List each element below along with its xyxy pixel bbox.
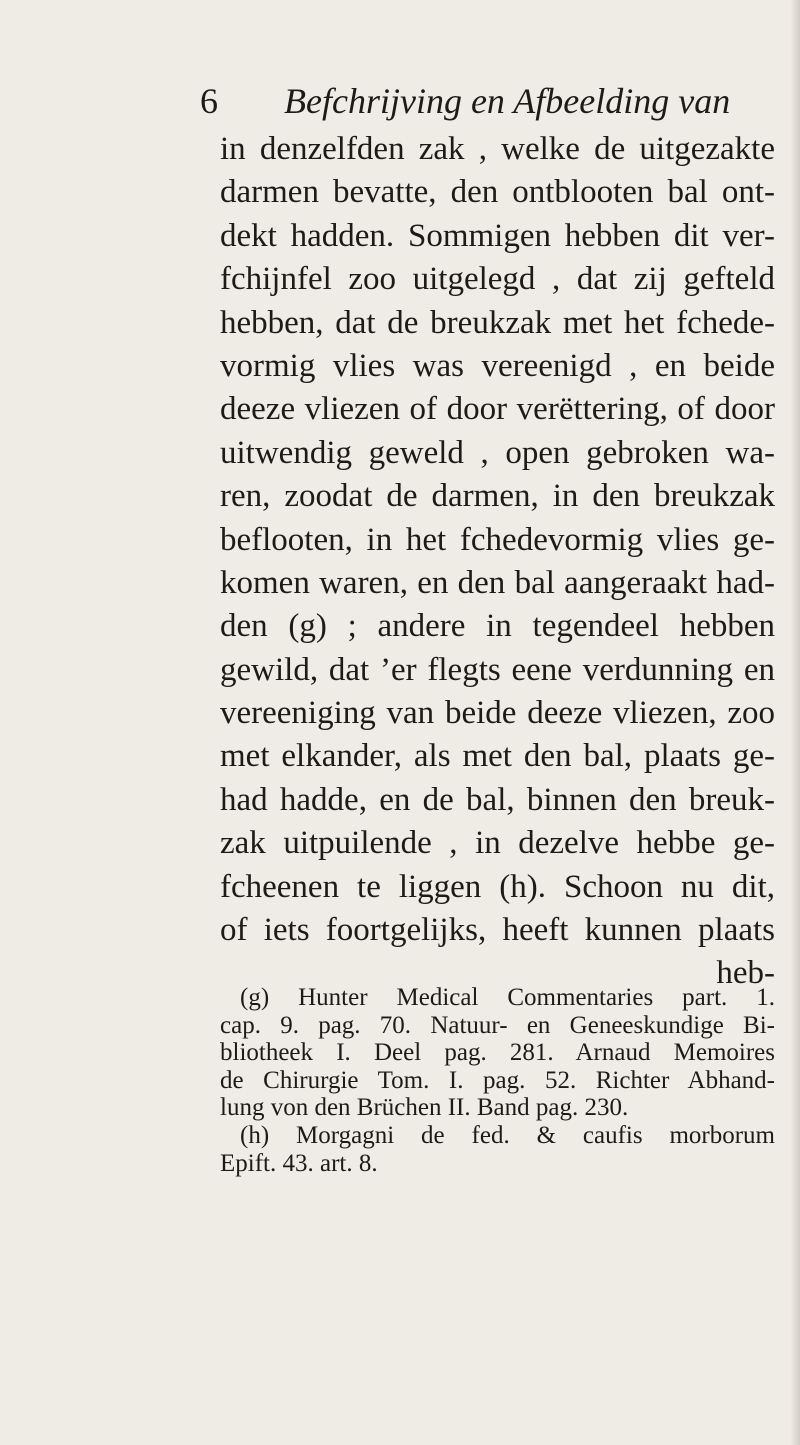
footnote-line: (h) Morgagni de fed. & caufis morborum	[240, 1121, 775, 1149]
page-header	[200, 76, 731, 126]
body-line: met elkander, als met den bal, plaats ge-	[220, 738, 775, 775]
body-line: darmen bevatte, den ontblooten bal ont-	[220, 174, 775, 211]
body-line: vereeniging van beide deeze vliezen, zoo	[220, 695, 775, 732]
footnote-line: de Chirurgie Tom. I. pag. 52. Richter Abhand-	[220, 1066, 775, 1094]
body-line: fchijnfel zoo uitgelegd , dat zij gefteld	[220, 261, 775, 298]
footnote-line: (g) Hunter Medical Commentaries part. 1.	[240, 984, 775, 1011]
body-line: vormig vlies was vereenigd , en beide	[220, 347, 775, 384]
body-line: ren, zoodat de darmen, in den breukzak	[220, 478, 775, 515]
body-line: dekt hadden. Sommigen hebben dit ver-	[220, 217, 775, 254]
body-line: deeze vliezen of door verëttering, of door	[220, 391, 775, 428]
page-number: 6	[200, 81, 218, 121]
body-line: had hadde, en de bal, binnen den breuk-	[220, 781, 775, 818]
catchword: heb-	[716, 955, 775, 992]
running-title: Befchrijving en Afbeelding van	[284, 81, 731, 121]
footnote-line: cap. 9. pag. 70. Natuur- en Geneeskundige Bi-	[220, 1011, 775, 1039]
body-line: in denzelfden zak , welke de uitgezakte	[220, 131, 775, 167]
body-line: zak uitpuilende , in dezelve hebbe ge-	[220, 825, 775, 862]
body-line: of iets foortgelijks, heeft kunnen plaats	[220, 912, 775, 949]
body-line: fcheenen te liggen (h). Schoon nu dit,	[220, 868, 775, 905]
body-line: gewild, dat ’er flegts eene verdunning en	[220, 651, 775, 688]
body-line: den (g) ; andere in tegendeel hebben	[220, 608, 775, 645]
footnotes	[220, 984, 775, 1177]
body-line: beflooten, in het fchedevormig vlies ge-	[220, 521, 775, 558]
page-edge-shadow	[790, 0, 800, 1445]
footnote-line: bliotheek I. Deel pag. 281. Arnaud Memoires	[220, 1039, 775, 1067]
footnote-line: Epift. 43. art. 8.	[220, 1149, 378, 1177]
body-line: komen waren, en den bal aangeraakt had-	[220, 564, 775, 601]
body-text	[220, 128, 775, 996]
body-line: uitwendig geweld , open gebroken wa-	[220, 434, 775, 471]
body-line: hebben, dat de breukzak met het fchede-	[220, 304, 775, 341]
footnote-line: lung von den Brüchen II. Band pag. 230.	[220, 1094, 629, 1122]
